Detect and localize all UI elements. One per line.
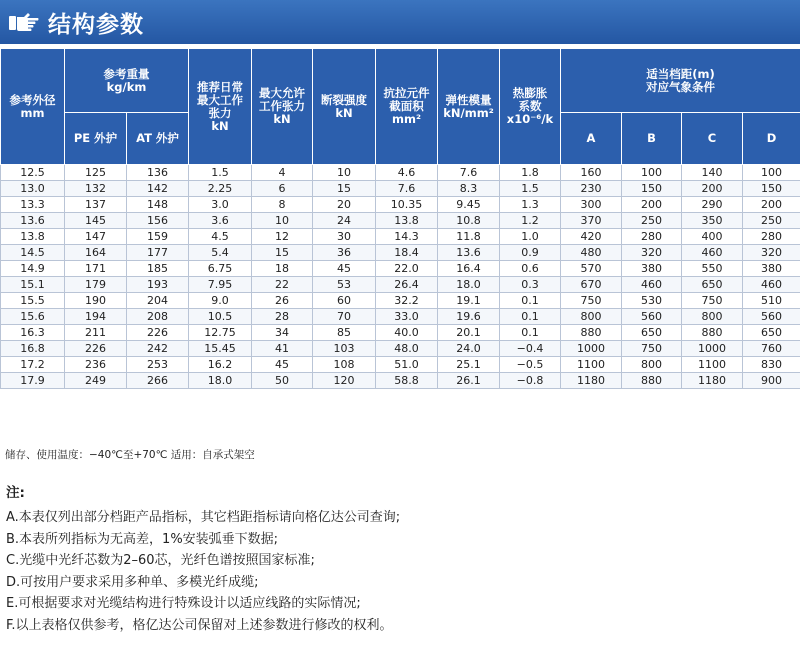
table-cell: 15: [252, 245, 313, 261]
table-cell: 6.75: [189, 261, 252, 277]
table-cell: 6: [252, 181, 313, 197]
table-row: [1, 373, 800, 389]
table-cell: 880: [682, 325, 743, 341]
table-cell: 8.3: [438, 181, 500, 197]
table-cell: 85: [313, 325, 376, 341]
note-item: F.以上表格仅供参考，格亿达公司保留对上述参数进行修改的权利。: [6, 617, 393, 633]
table-cell: 18: [252, 261, 313, 277]
section-title-bar: [0, 0, 800, 44]
parameter-table: [0, 48, 800, 389]
table-cell: 12.75: [189, 325, 252, 341]
table-cell: 1.0: [500, 229, 561, 245]
table-cell: −0.8: [500, 373, 561, 389]
table-cell: 290: [682, 197, 743, 213]
table-row: [1, 277, 800, 293]
table-cell: 19.6: [438, 309, 500, 325]
table-cell: 750: [561, 293, 622, 309]
table-cell: 670: [561, 277, 622, 293]
table-cell: 16.8: [1, 341, 65, 357]
table-cell: 3.0: [189, 197, 252, 213]
table-cell: 20.1: [438, 325, 500, 341]
table-cell: 750: [682, 293, 743, 309]
table-cell: 226: [65, 341, 127, 357]
table-cell: 20: [313, 197, 376, 213]
col-header-expansion: 热膨胀 系数 x10⁻⁶/k: [500, 49, 561, 165]
table-row: [1, 181, 800, 197]
table-cell: 880: [622, 373, 682, 389]
table-cell: 530: [622, 293, 682, 309]
table-cell: 4: [252, 165, 313, 181]
table-cell: 125: [65, 165, 127, 181]
table-row: [1, 309, 800, 325]
table-cell: 103: [313, 341, 376, 357]
table-row: [1, 213, 800, 229]
table-cell: 420: [561, 229, 622, 245]
table-cell: 200: [622, 197, 682, 213]
table-cell: 22: [252, 277, 313, 293]
note-item: E.可根据要求对光缆结构进行特殊设计以适应线路的实际情况;: [6, 596, 361, 611]
col-header-d: D: [743, 113, 800, 165]
table-cell: 280: [622, 229, 682, 245]
table-cell: 830: [743, 357, 800, 373]
table-cell: 800: [682, 309, 743, 325]
table-cell: 19.1: [438, 293, 500, 309]
table-cell: 185: [127, 261, 189, 277]
col-header-at: AT 外护: [127, 113, 189, 165]
table-cell: 16.4: [438, 261, 500, 277]
table-row: [1, 341, 800, 357]
notes-title: 注:: [6, 485, 25, 501]
table-cell: 16.2: [189, 357, 252, 373]
table-cell: 15: [313, 181, 376, 197]
table-row: [1, 357, 800, 373]
table-row: [1, 293, 800, 309]
table-cell: 156: [127, 213, 189, 229]
table-cell: 1180: [682, 373, 743, 389]
table-cell: 0.1: [500, 309, 561, 325]
table-cell: 4.6: [376, 165, 438, 181]
table-cell: 200: [682, 181, 743, 197]
table-cell: 33.0: [376, 309, 438, 325]
table-cell: −0.4: [500, 341, 561, 357]
table-row: [1, 197, 800, 213]
page-title: 结构参数: [48, 11, 144, 38]
note-item: B.本表所列指标为无高差，1%安装弧垂下数据;: [6, 531, 279, 547]
table-cell: 53: [313, 277, 376, 293]
table-cell: 800: [561, 309, 622, 325]
table-cell: 800: [622, 357, 682, 373]
table-cell: 7.6: [376, 181, 438, 197]
table-cell: 1100: [682, 357, 743, 373]
table-row: [1, 261, 800, 277]
table-cell: 4.5: [189, 229, 252, 245]
table-cell: 45: [252, 357, 313, 373]
table-cell: 10.35: [376, 197, 438, 213]
note-item: C.光缆中光纤芯数为2–60芯，光纤色谱按照国家标准;: [6, 553, 315, 568]
table-cell: 171: [65, 261, 127, 277]
table-cell: 242: [127, 341, 189, 357]
table-cell: 14.3: [376, 229, 438, 245]
col-header-max-tension: 最大允许 工作张力 kN: [252, 49, 313, 165]
col-header-modulus: 弹性模量 kN/mm²: [438, 49, 500, 165]
table-cell: 70: [313, 309, 376, 325]
table-cell: 0.3: [500, 277, 561, 293]
table-cell: 24: [313, 213, 376, 229]
table-cell: 150: [743, 181, 800, 197]
table-cell: 200: [743, 197, 800, 213]
table-cell: 1180: [561, 373, 622, 389]
table-cell: 34: [252, 325, 313, 341]
table-cell: 148: [127, 197, 189, 213]
table-cell: 132: [65, 181, 127, 197]
table-cell: 380: [622, 261, 682, 277]
table-cell: 204: [127, 293, 189, 309]
table-cell: 0.9: [500, 245, 561, 261]
table-cell: 11.8: [438, 229, 500, 245]
col-header-c: C: [682, 113, 743, 165]
table-cell: 480: [561, 245, 622, 261]
table-cell: 179: [65, 277, 127, 293]
table-row: [1, 165, 800, 181]
table-cell: 140: [682, 165, 743, 181]
table-cell: 650: [682, 277, 743, 293]
note-item: D.可按用户要求采用多种单、多模光纤成缆;: [6, 574, 259, 590]
table-cell: 560: [622, 309, 682, 325]
storage-temperature-note: 储存、使用温度：−40℃至+70℃ 适用：自承式架空: [5, 449, 255, 461]
table-row: [1, 245, 800, 261]
table-cell: 266: [127, 373, 189, 389]
table-cell: 880: [561, 325, 622, 341]
table-cell: 7.6: [438, 165, 500, 181]
table-cell: 51.0: [376, 357, 438, 373]
table-cell: 1.8: [500, 165, 561, 181]
table-cell: 28: [252, 309, 313, 325]
table-cell: 15.45: [189, 341, 252, 357]
table-cell: 230: [561, 181, 622, 197]
table-cell: 510: [743, 293, 800, 309]
table-cell: 460: [622, 277, 682, 293]
table-cell: 25.1: [438, 357, 500, 373]
table-cell: 250: [622, 213, 682, 229]
table-cell: 280: [743, 229, 800, 245]
table-cell: 1.5: [500, 181, 561, 197]
col-header-area: 抗拉元件 截面积 mm²: [376, 49, 438, 165]
table-cell: 0.1: [500, 293, 561, 309]
table-row: [1, 325, 800, 341]
table-cell: −0.5: [500, 357, 561, 373]
col-header-b: B: [622, 113, 682, 165]
table-cell: 150: [622, 181, 682, 197]
table-cell: 10: [313, 165, 376, 181]
table-cell: 40.0: [376, 325, 438, 341]
col-header-span: 适当档距(m) 对应气象条件: [561, 49, 800, 113]
table-cell: 50: [252, 373, 313, 389]
table-cell: 400: [682, 229, 743, 245]
table-cell: 30: [313, 229, 376, 245]
table-cell: 36: [313, 245, 376, 261]
table-cell: 460: [682, 245, 743, 261]
pointing-hand-icon: [8, 11, 42, 33]
table-cell: 2.25: [189, 181, 252, 197]
col-header-recommended-tension: 推荐日常 最大工作 张力 kN: [189, 49, 252, 165]
col-header-pe: PE 外护: [65, 113, 127, 165]
table-cell: 48.0: [376, 341, 438, 357]
table-cell: 380: [743, 261, 800, 277]
table-cell: 32.2: [376, 293, 438, 309]
table-body: [1, 165, 800, 389]
table-cell: 650: [743, 325, 800, 341]
table-cell: 5.4: [189, 245, 252, 261]
table-cell: 0.6: [500, 261, 561, 277]
table-cell: 10.8: [438, 213, 500, 229]
table-cell: 26: [252, 293, 313, 309]
table-cell: 0.1: [500, 325, 561, 341]
table-cell: 142: [127, 181, 189, 197]
table-cell: 900: [743, 373, 800, 389]
table-cell: 8: [252, 197, 313, 213]
table-cell: 190: [65, 293, 127, 309]
table-cell: 320: [622, 245, 682, 261]
table-cell: 650: [622, 325, 682, 341]
table-cell: 10.5: [189, 309, 252, 325]
table-cell: 236: [65, 357, 127, 373]
table-cell: 18.0: [189, 373, 252, 389]
table-cell: 13.3: [1, 197, 65, 213]
table-cell: 60: [313, 293, 376, 309]
table-cell: 194: [65, 309, 127, 325]
table-cell: 18.0: [438, 277, 500, 293]
table-cell: 1000: [561, 341, 622, 357]
notes-section: [6, 481, 796, 636]
table-cell: 160: [561, 165, 622, 181]
table-cell: 1.3: [500, 197, 561, 213]
parameter-table-container: [0, 48, 800, 389]
table-cell: 560: [743, 309, 800, 325]
table-cell: 211: [65, 325, 127, 341]
table-cell: 253: [127, 357, 189, 373]
table-cell: 1.2: [500, 213, 561, 229]
table-cell: 193: [127, 277, 189, 293]
table-cell: 15.1: [1, 277, 65, 293]
table-cell: 136: [127, 165, 189, 181]
table-cell: 100: [622, 165, 682, 181]
table-cell: 1.5: [189, 165, 252, 181]
table-cell: 300: [561, 197, 622, 213]
table-cell: 10: [252, 213, 313, 229]
table-cell: 12: [252, 229, 313, 245]
table-cell: 26.4: [376, 277, 438, 293]
table-cell: 147: [65, 229, 127, 245]
table-cell: 9.45: [438, 197, 500, 213]
table-cell: 177: [127, 245, 189, 261]
table-cell: 17.9: [1, 373, 65, 389]
table-cell: 249: [65, 373, 127, 389]
table-cell: 13.0: [1, 181, 65, 197]
table-cell: 14.5: [1, 245, 65, 261]
table-cell: 137: [65, 197, 127, 213]
table-cell: 208: [127, 309, 189, 325]
table-cell: 159: [127, 229, 189, 245]
table-cell: 350: [682, 213, 743, 229]
table-cell: 17.2: [1, 357, 65, 373]
table-cell: 226: [127, 325, 189, 341]
table-cell: 145: [65, 213, 127, 229]
table-cell: 100: [743, 165, 800, 181]
table-cell: 12.5: [1, 165, 65, 181]
table-cell: 370: [561, 213, 622, 229]
col-header-weight: 参考重量 kg/km: [65, 49, 189, 113]
table-cell: 15.6: [1, 309, 65, 325]
table-cell: 18.4: [376, 245, 438, 261]
table-cell: 250: [743, 213, 800, 229]
table-cell: 9.0: [189, 293, 252, 309]
table-cell: 26.1: [438, 373, 500, 389]
table-cell: 750: [622, 341, 682, 357]
table-cell: 14.9: [1, 261, 65, 277]
col-header-breaking-strength: 断裂强度 kN: [313, 49, 376, 165]
table-cell: 164: [65, 245, 127, 261]
table-cell: 16.3: [1, 325, 65, 341]
table-cell: 550: [682, 261, 743, 277]
table-cell: 13.6: [438, 245, 500, 261]
table-cell: 120: [313, 373, 376, 389]
table-cell: 7.95: [189, 277, 252, 293]
table-cell: 22.0: [376, 261, 438, 277]
note-item: A.本表仅列出部分档距产品指标，其它档距指标请向格亿达公司查询;: [6, 510, 401, 525]
table-cell: 15.5: [1, 293, 65, 309]
table-cell: 320: [743, 245, 800, 261]
table-cell: 24.0: [438, 341, 500, 357]
table-cell: 13.8: [1, 229, 65, 245]
table-cell: 1000: [682, 341, 743, 357]
table-cell: 45: [313, 261, 376, 277]
table-cell: 460: [743, 277, 800, 293]
table-cell: 13.8: [376, 213, 438, 229]
table-cell: 760: [743, 341, 800, 357]
table-cell: 41: [252, 341, 313, 357]
table-cell: 3.6: [189, 213, 252, 229]
table-cell: 1100: [561, 357, 622, 373]
table-cell: 108: [313, 357, 376, 373]
table-cell: 570: [561, 261, 622, 277]
table-cell: 58.8: [376, 373, 438, 389]
col-header-diameter: 参考外径 mm: [1, 49, 65, 165]
col-header-a: A: [561, 113, 622, 165]
table-row: [1, 229, 800, 245]
table-cell: 13.6: [1, 213, 65, 229]
